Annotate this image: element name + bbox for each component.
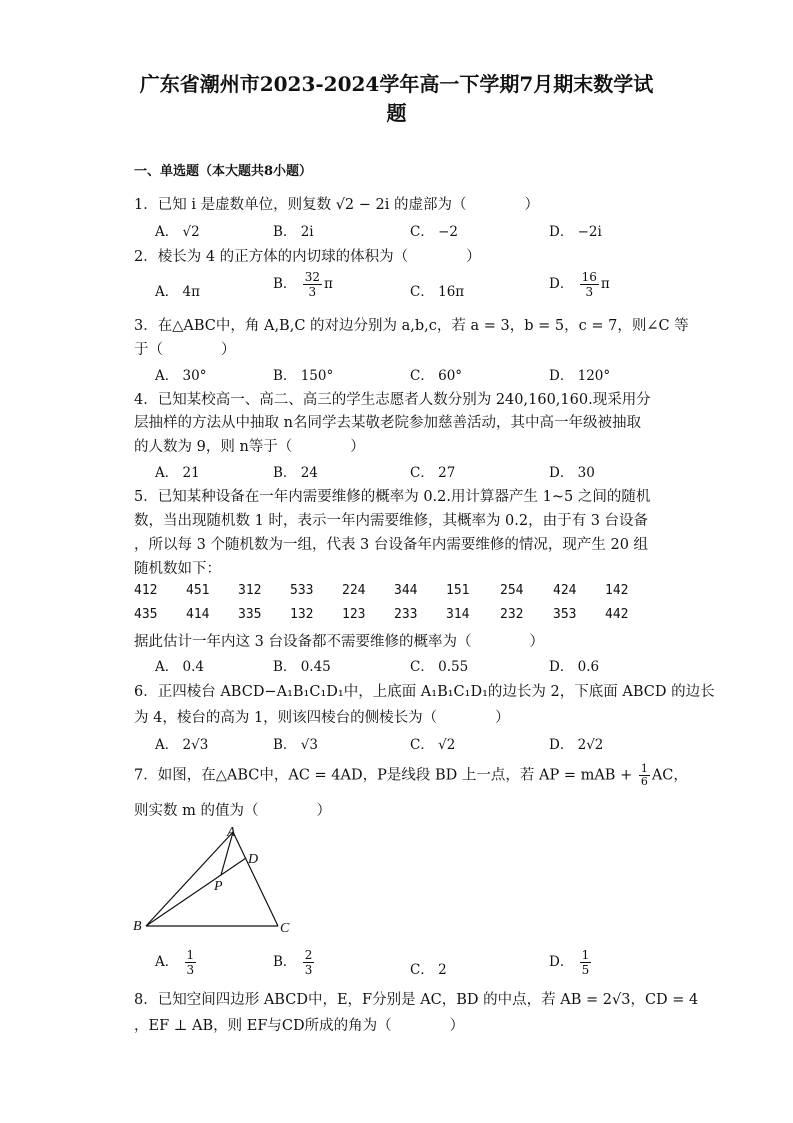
question-2-option-a: A． 4π <box>155 284 201 300</box>
random-number: 233 <box>394 607 418 622</box>
question-2-option-b: B． $\frac{32}{3}$ π <box>273 270 333 299</box>
vertex-label-a: A <box>227 825 236 840</box>
section-header: 一、单选题（本大题共8小题） <box>134 164 313 179</box>
question-1-option-d: D． −2i <box>549 224 602 240</box>
question-2-stem: 2．棱长为 4 的正方体的内切球的体积为（ ） <box>134 249 481 265</box>
question-4-option-c: C． 27 <box>410 465 456 481</box>
question-3-option-b: B． 150° <box>273 368 334 384</box>
vertex-label-c: C <box>280 921 290 936</box>
question-5-option-a: A． 0.4 <box>155 659 205 675</box>
question-3-stem-line2: 于（ ） <box>134 342 236 358</box>
question-4-option-b: B． 24 <box>273 465 318 481</box>
question-6-stem-line2: 为 4，棱台的高为 1，则该四棱台的侧棱长为（ ） <box>134 710 510 726</box>
question-6-option-d: D． 2√2 <box>549 737 604 753</box>
vertex-label-b: B <box>133 919 142 934</box>
question-4-option-a: A． 21 <box>155 465 200 481</box>
question-7-option-a: A． $\frac{1}{3}$ <box>155 948 195 977</box>
question-3-option-d: D． 120° <box>549 368 611 384</box>
question-2-option-c: C． 16π <box>410 284 465 300</box>
point-label-p: P <box>214 879 223 894</box>
question-6-option-a: A． 2√3 <box>155 737 209 753</box>
question-5-stem-line1: 5．已知某种设备在一年内需要维修的概率为 0.2.用计算器产生 1~5 之间的随机 <box>134 489 651 505</box>
random-number: 442 <box>605 607 629 622</box>
random-number: 344 <box>394 583 418 598</box>
random-number: 123 <box>342 607 366 622</box>
question-6-option-c: C． √2 <box>410 737 456 753</box>
random-number: 314 <box>446 607 470 622</box>
vertex-label-d: D <box>248 852 259 867</box>
random-number: 132 <box>290 607 314 622</box>
random-number: 254 <box>500 583 524 598</box>
question-5-stem-line2: 数，当出现随机数 1 时，表示一年内需要维修，其概率为 0.2，由于有 3 台设备 <box>134 513 649 529</box>
question-7-stem-line2: 则实数 m 的值为（ ） <box>134 803 331 819</box>
question-6-stem-line1: 6．正四棱台 ABCD−A₁B₁C₁D₁中，上底面 A₁B₁C₁D₁的边长为 2，下底面 ABCD 的边长 <box>134 684 715 700</box>
question-7-option-d: D． $\frac{1}{5}$ <box>549 948 590 977</box>
random-number: 353 <box>553 607 577 622</box>
question-5-option-d: D． 0.6 <box>549 659 600 675</box>
question-5-stem-line4: 随机数如下： <box>134 561 221 577</box>
question-7-stem-line1: 7．如图，在△ABC中，AC = 4AD，P是线段 BD 上一点，若 AP = mAB + $\frac{1}{6}$ AC， <box>134 762 688 788</box>
question-4-stem-line1: 4．已知某校高一、高二、高三的学生志愿者人数分别为 240,160,160.现采用分 <box>134 392 651 408</box>
question-7-option-c: C． 2 <box>410 962 447 978</box>
question-5-stem-line3: ，所以每 3 个随机数为一组，代表 3 台设备年内需要维修的情况，现产生 20 组 <box>134 537 649 553</box>
page-title-line1: 广东省潮州市2023-2024学年高一下学期7月期末数学试 <box>139 72 654 96</box>
page-title-line2: 题 <box>386 101 407 125</box>
random-number: 232 <box>500 607 524 622</box>
question-2-option-d: D． $\frac{16}{3}$ π <box>549 270 610 299</box>
question-1-option-a: A． √2 <box>155 224 200 240</box>
question-3-stem-line1: 3．在△ABC中，角 A,B,C 的对边分别为 a,b,c，若 a = 3，b = 5，c = 7，则∠C 等 <box>134 318 689 334</box>
segment-bd <box>146 858 246 926</box>
question-8-stem-line2: ，EF ⊥ AB，则 EF与CD所成的角为（ ） <box>134 1018 465 1034</box>
random-number: 151 <box>446 583 470 598</box>
random-number: 412 <box>134 583 158 598</box>
random-number: 451 <box>186 583 210 598</box>
question-8-stem-line1: 8．已知空间四边形 ABCD中，E，F分别是 AC，BD 的中点，若 AB = 2√3，CD = 4 <box>134 992 699 1008</box>
triangle-figure <box>128 822 298 938</box>
random-number: 533 <box>290 583 314 598</box>
question-7-option-b: B． $\frac{2}{3}$ <box>273 948 313 977</box>
question-5-option-c: C． 0.55 <box>410 659 469 675</box>
question-1-option-c: C． −2 <box>410 224 459 240</box>
question-3-option-a: A． 30° <box>155 368 207 384</box>
random-number: 224 <box>342 583 366 598</box>
random-number: 424 <box>553 583 577 598</box>
question-4-stem-line3: 的人数为 9，则 n等于（ ） <box>134 439 365 455</box>
random-number: 414 <box>186 607 210 622</box>
side-ac <box>233 832 278 926</box>
random-number: 335 <box>238 607 262 622</box>
question-4-stem-line2: 层抽样的方法从中抽取 n名同学去某敬老院参加慈善活动，其中高一年级被抽取 <box>134 415 641 431</box>
question-3-option-c: C． 60° <box>410 368 463 384</box>
question-1-stem: 1．已知 i 是虚数单位，则复数 √2 − 2i 的虚部为（ ） <box>134 197 539 213</box>
random-number: 312 <box>238 583 262 598</box>
question-5-option-b: B． 0.45 <box>273 659 331 675</box>
random-number: 142 <box>605 583 629 598</box>
question-4-option-d: D． 30 <box>549 465 595 481</box>
question-5-stem-line5: 据此估计一年内这 3 台设备都不需要维修的概率为（ ） <box>134 634 544 650</box>
question-6-option-b: B． √3 <box>273 737 318 753</box>
question-1-option-b: B． 2i <box>273 224 314 240</box>
random-number: 435 <box>134 607 158 622</box>
